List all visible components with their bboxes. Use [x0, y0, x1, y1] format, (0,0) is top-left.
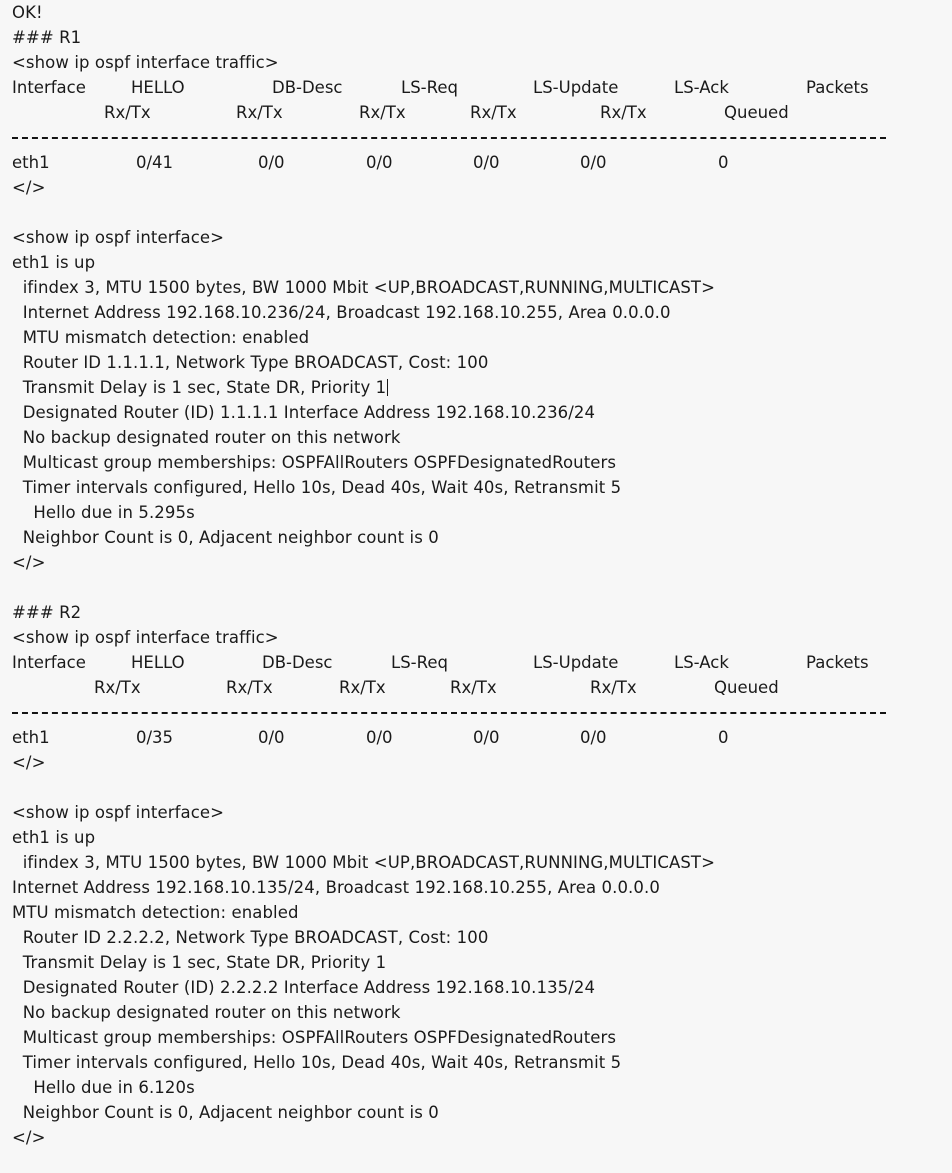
table-cell: 0/0	[473, 153, 500, 172]
interface-detail-line-r1: No backup designated router on this network	[12, 428, 401, 447]
status-line: OK!	[12, 3, 43, 22]
traffic-command-r1: <show ip ospf interface traffic>	[12, 53, 279, 72]
table-cell: HELLO	[131, 78, 185, 97]
table-cell: Interface	[12, 653, 86, 672]
table-separator-rule	[12, 712, 886, 714]
table-separator-rule	[12, 137, 886, 139]
table-cell: LS-Req	[401, 78, 458, 97]
table-cell: LS-Ack	[674, 78, 729, 97]
table-cell: Rx/Tx	[470, 103, 517, 122]
table-cell: 0/0	[258, 153, 285, 172]
blank-line	[0, 200, 952, 225]
table-cell: 0/0	[580, 153, 607, 172]
table-cell: Rx/Tx	[590, 678, 637, 697]
interface-detail-line-r2: MTU mismatch detection: enabled	[12, 903, 299, 922]
interface-detail-line-r2: Internet Address 192.168.10.135/24, Broadcast 192.168.10.255, Area 0.0.0.0	[12, 878, 660, 897]
interface-detail-line-r1: Hello due in 5.295s	[12, 503, 195, 522]
table-cell: DB-Desc	[272, 78, 343, 97]
table-cell: Rx/Tx	[600, 103, 647, 122]
traffic-table-separator-r1	[0, 125, 952, 150]
table-cell: Rx/Tx	[359, 103, 406, 122]
interface-close-tag-r2: </>	[12, 1128, 46, 1147]
traffic-table-header-row1-r1	[0, 75, 952, 100]
table-cell: 0/0	[580, 728, 607, 747]
table-cell: 0/0	[473, 728, 500, 747]
interface-detail-line-r2: Hello due in 6.120s	[12, 1078, 195, 1097]
table-cell: Rx/Tx	[104, 103, 151, 122]
interface-detail-line-r2: Timer intervals configured, Hello 10s, Dead 40s, Wait 40s, Retransmit 5	[12, 1053, 622, 1072]
table-cell: LS-Req	[391, 653, 448, 672]
table-cell: 0/35	[136, 728, 174, 747]
interface-detail-line-r1: Neighbor Count is 0, Adjacent neighbor count is 0	[12, 528, 439, 547]
table-cell: Rx/Tx	[226, 678, 273, 697]
interface-detail-line-r2: Designated Router (ID) 2.2.2.2 Interface Address 192.168.10.135/24	[12, 978, 596, 997]
interface-detail-line-r2: Multicast group memberships: OSPFAllRouters OSPFDesignatedRouters	[12, 1028, 617, 1047]
table-cell: LS-Update	[533, 653, 619, 672]
interface-detail-line-r1: Transmit Delay is 1 sec, State DR, Priority 1	[12, 378, 387, 397]
traffic-table-header-row2-r1	[0, 100, 952, 125]
table-cell: Packets	[806, 653, 869, 672]
table-cell: Rx/Tx	[236, 103, 283, 122]
table-cell: Queued	[714, 678, 779, 697]
section-heading-r2: ### R2	[12, 603, 82, 622]
blank-line	[0, 575, 952, 600]
section-heading-r1: ### R1	[12, 28, 82, 47]
table-cell: LS-Update	[533, 78, 619, 97]
table-cell: 0/0	[366, 728, 393, 747]
table-cell: Rx/Tx	[339, 678, 386, 697]
interface-detail-line-r2: No backup designated router on this network	[12, 1003, 401, 1022]
interface-detail-line-r1: ifindex 3, MTU 1500 bytes, BW 1000 Mbit <UP,BROADCAST,RUNNING,MULTICAST>	[12, 278, 716, 297]
traffic-close-tag-r2: </>	[12, 753, 46, 772]
interface-detail-line-r2: ifindex 3, MTU 1500 bytes, BW 1000 Mbit <UP,BROADCAST,RUNNING,MULTICAST>	[12, 853, 716, 872]
interface-detail-line-r2: Router ID 2.2.2.2, Network Type BROADCAST, Cost: 100	[12, 928, 489, 947]
traffic-close-tag-r1: </>	[12, 178, 46, 197]
interface-detail-line-r1: MTU mismatch detection: enabled	[12, 328, 310, 347]
interface-detail-line-r1: Timer intervals configured, Hello 10s, Dead 40s, Wait 40s, Retransmit 5	[12, 478, 622, 497]
interface-command-r1: <show ip ospf interface>	[12, 228, 225, 247]
interface-detail-line-r2: Transmit Delay is 1 sec, State DR, Priority 1	[12, 953, 387, 972]
interface-close-tag-r1: </>	[12, 553, 46, 572]
table-cell: 0/41	[136, 153, 174, 172]
table-cell: Packets	[806, 78, 869, 97]
traffic-table-header-row1-r2	[0, 650, 952, 675]
interface-detail-line-r1: Multicast group memberships: OSPFAllRouters OSPFDesignatedRouters	[12, 453, 617, 472]
table-cell: Rx/Tx	[94, 678, 141, 697]
table-cell: HELLO	[131, 653, 185, 672]
table-cell: Interface	[12, 78, 86, 97]
blank-line	[0, 775, 952, 800]
text-caret	[387, 379, 388, 396]
traffic-table-row-r2	[0, 725, 952, 750]
table-cell: 0/0	[258, 728, 285, 747]
table-cell: eth1	[12, 728, 50, 747]
table-cell: DB-Desc	[262, 653, 333, 672]
interface-detail-line-r2: Neighbor Count is 0, Adjacent neighbor count is 0	[12, 1103, 439, 1122]
interface-detail-line-r1: eth1 is up	[12, 253, 96, 272]
table-cell: 0/0	[366, 153, 393, 172]
traffic-table-separator-r2	[0, 700, 952, 725]
table-cell: LS-Ack	[674, 653, 729, 672]
traffic-command-r2: <show ip ospf interface traffic>	[12, 628, 279, 647]
interface-detail-line-r1: Designated Router (ID) 1.1.1.1 Interface Address 192.168.10.236/24	[12, 403, 596, 422]
table-cell: 0	[718, 153, 729, 172]
traffic-table-row-r1	[0, 150, 952, 175]
table-cell: Rx/Tx	[450, 678, 497, 697]
interface-detail-line-r1: Router ID 1.1.1.1, Network Type BROADCAST, Cost: 100	[12, 353, 489, 372]
table-cell: eth1	[12, 153, 50, 172]
traffic-table-header-row2-r2	[0, 675, 952, 700]
interface-command-r2: <show ip ospf interface>	[12, 803, 225, 822]
table-cell: 0	[718, 728, 729, 747]
interface-detail-line-r1: Internet Address 192.168.10.236/24, Broadcast 192.168.10.255, Area 0.0.0.0	[12, 303, 671, 322]
table-cell: Queued	[724, 103, 789, 122]
interface-detail-line-r2: eth1 is up	[12, 828, 96, 847]
